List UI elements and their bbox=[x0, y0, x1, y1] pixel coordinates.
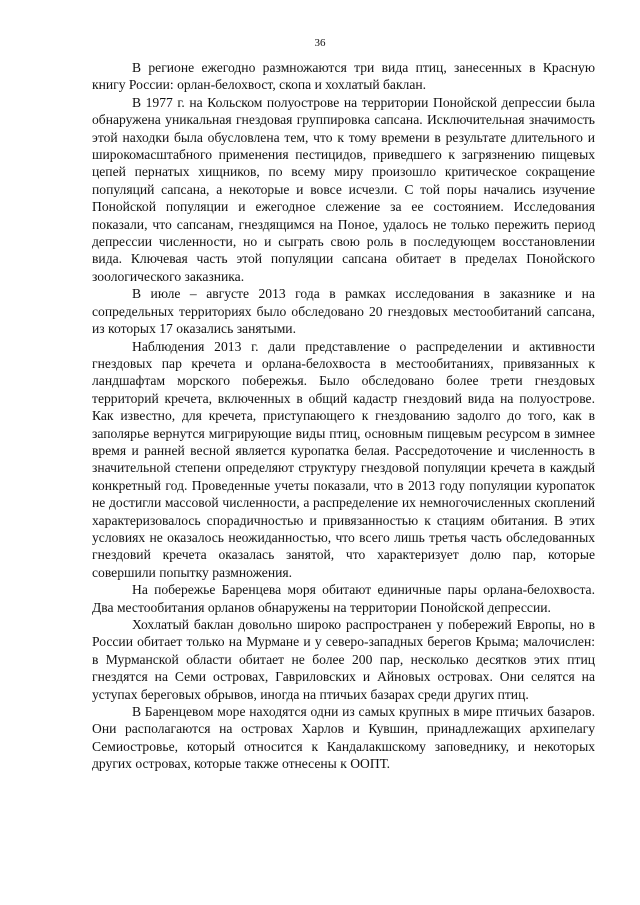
paragraph-gyrfalcon-observations: Наблюдения 2013 г. дали представление о распределении и активности гнездовых пар кречета и орлана-белохвоста в местообитаниях, привязанных к ландшафтам морского побережья. Было обследовано более трети гнездовых территорий кречета, включенных в общий кадастр гнездовий вида на полуострове. Как известно, для кречета, приступающего к гнездованию задолго до того, как в заполярье вернутся мигрирующие виды птиц, основным пищевым ресурсом в зимнее время и ранней весной является куропатка белая. Рассредоточение и численность в значительной степени определяют структуру гнездовой популяции кречета в каждый конкретный год. Проведенные учеты показали, что в 2013 году популяции куропаток не достигли массовой численности, а распределение их немногочисленных скоплений характеризовалось спорадичностью и привязанностью к стациям обитания. В этих условиях не оказалось неожиданностью, что всего лишь третья часть обследованных гнездовий кречета оказалась занятой, что характеризует долю пар, которые совершили попытку размножения. bbox=[92, 338, 595, 580]
paragraph-bird-colonies: В Баренцевом море находятся одни из самых крупных в мире птичьих базаров. Они располагаются на островах Харлов и Кувшин, принадлежащих архипелагу Семиостровье, который относится к Кандалакшскому заповеднику, и некоторых других островах, которые также отнесены к ООПТ. bbox=[92, 704, 595, 772]
paragraph-white-tailed-eagle: На побережье Баренцева моря обитают единичные пары орлана-белохвоста. Два местообитания орланов обнаружены на территории Понойской депрессии. bbox=[92, 582, 595, 615]
page-number: 36 bbox=[314, 37, 326, 49]
body-text bbox=[92, 59, 595, 773]
paragraph-2013-survey: В июле – августе 2013 года в рамках исследования в заказнике и на сопредельных территориях было обследовано 20 гнездовых местообитаний сапсана, из которых 17 оказались занятыми. bbox=[92, 286, 595, 337]
paragraph-shag: Хохлатый баклан довольно широко распространен у побережий Европы, но в России обитает только на Мурмане и у северо-западных берегов Крыма; малочислен: в Мурманской области обитает не более 200 пар, несколько десятков этих птиц гнездятся на Семи островах, Гавриловских и Айновых островах. Они селятся на уступах береговых обрывов, иногда на птичьих базарах среди других птиц. bbox=[92, 617, 595, 702]
paragraph-peregrine-discovery: В 1977 г. на Кольском полуострове на территории Понойской депрессии была обнаружена уникальная гнездовая группировка сапсана. Исключительная значимость этой находки была обусловлена тем, что к тому времени в результате длительного и широкомасштабного применения пестицидов, приведшего к загрязнению пищевых цепей пернатых хищников, по всему миру произошло критическое сокращение популяций сапсана, а некоторые и вовсе исчезли. С той поры начались изучение Понойской популяции и ежегодное слежение за ее состоянием. Исследования показали, что сапсанам, гнездящимся на Поное, удалось не только пережить период депрессии численности, но и сыграть свою роль в последующем восстановлении вида. Ключевая часть этой популяции сапсана обитает в пределах Понойского зоологического заказника. bbox=[92, 94, 595, 284]
paragraph-red-book-species: В регионе ежегодно размножаются три вида птиц, занесенных в Красную книгу России: орлан-белохвост, скопа и хохлатый баклан. bbox=[92, 60, 595, 93]
